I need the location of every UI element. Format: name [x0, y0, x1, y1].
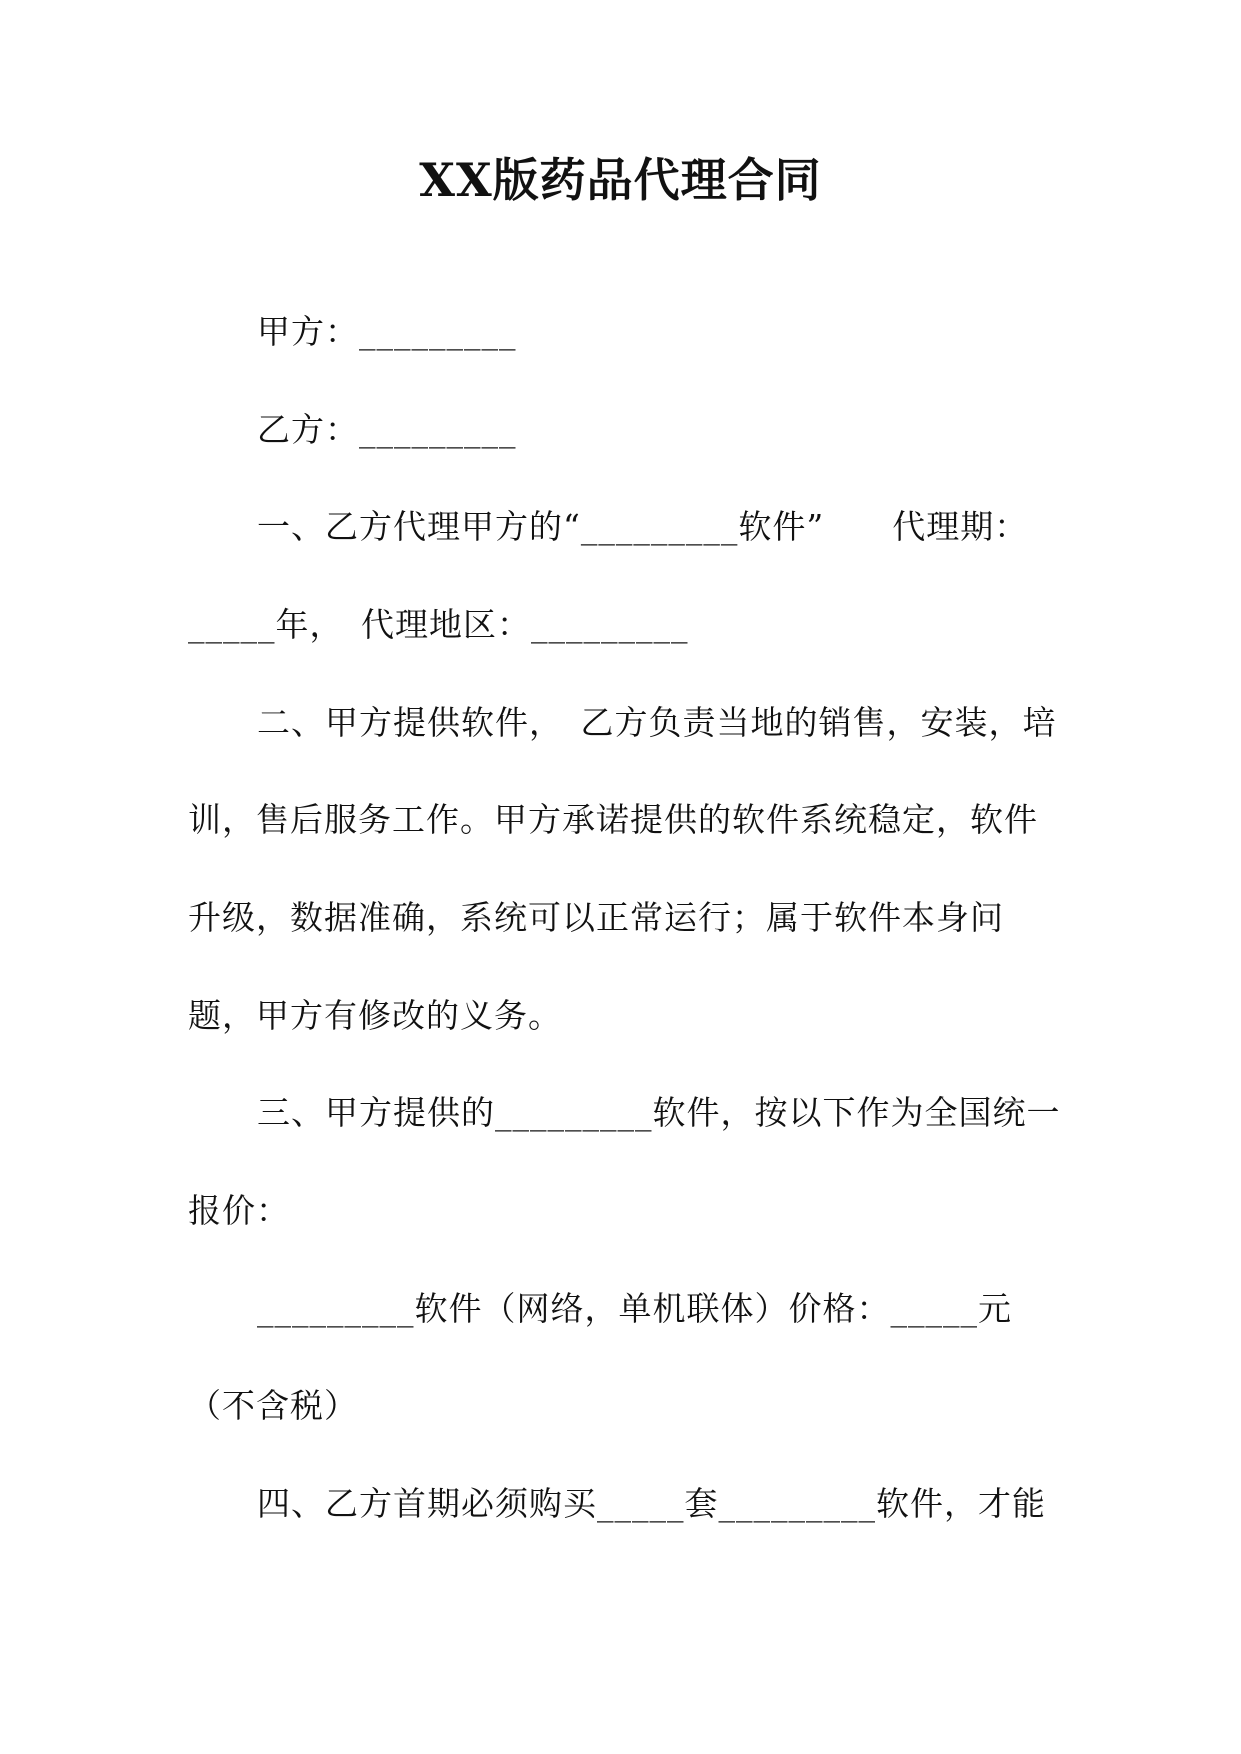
- clause-3-line-1: 三、甲方提供的_________软件，按以下作为全国统一: [257, 1093, 1061, 1132]
- clause-2-line-1: 二、甲方提供软件， 乙方负责当地的销售，安装，培: [257, 703, 1057, 742]
- document-title: XX版药品代理合同: [419, 153, 822, 207]
- clause-2-line-3: 升级，数据准确，系统可以正常运行；属于软件本身问: [188, 898, 1004, 937]
- clause-4-line-1: 四、乙方首期必须购买_____套_________软件，才能: [257, 1484, 1046, 1523]
- price-line-1: _________软件（网络，单机联体）价格：_____元: [257, 1289, 1012, 1328]
- party-a-line: 甲方：_________: [257, 312, 517, 351]
- clause-2-line-4: 题，甲方有修改的义务。: [188, 996, 562, 1035]
- price-line-2: （不含税）: [188, 1386, 358, 1425]
- party-b-line: 乙方：_________: [257, 410, 517, 449]
- clause-1-line-1: 一、乙方代理甲方的“_________软件” 代理期：: [257, 507, 1029, 546]
- clause-3-line-2: 报价：: [188, 1191, 290, 1230]
- clause-2-line-2: 训，售后服务工作。甲方承诺提供的软件系统稳定，软件: [188, 800, 1038, 839]
- clause-1-line-2: _____年， 代理地区：_________: [188, 605, 689, 644]
